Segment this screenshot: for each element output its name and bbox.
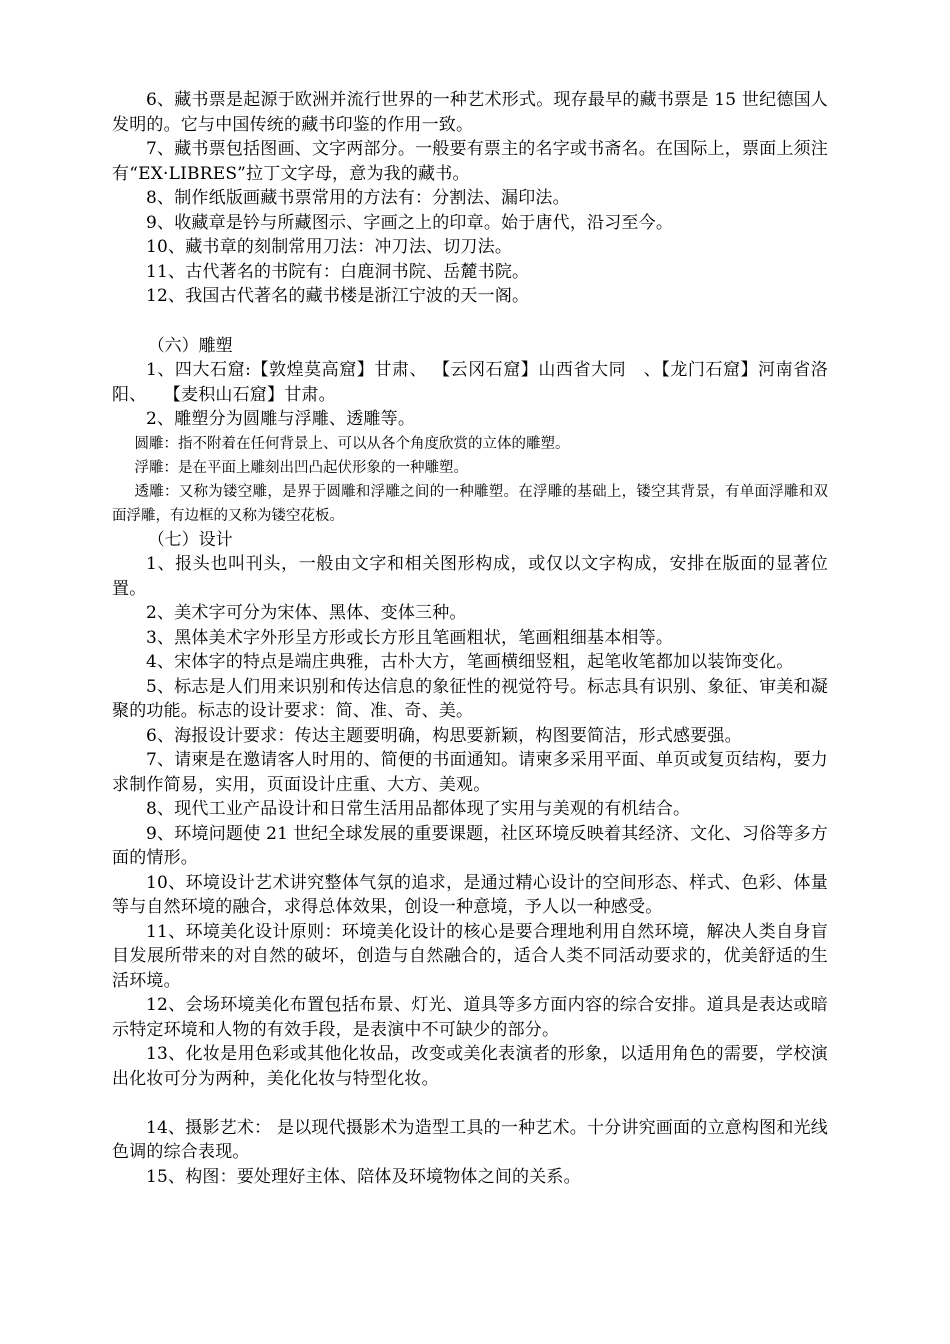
paragraph-item-10: 10、藏书章的刻制常用刀法：冲刀法、切刀法。: [146, 237, 513, 257]
paragraph-item-9: 9、收藏章是钤与所藏图示、字画之上的印章。始于唐代，沿习至今。: [146, 212, 674, 233]
design-section: [112, 528, 828, 1092]
paragraph-item-7: 7、藏书票包括图画、文字两部分。一般要有票主的名字或书斋名。在国际上，票面上须注有“EX·LIBRES”拉丁文字母，意为我的藏书。: [112, 139, 828, 184]
sculpture-item-1: 1、四大石窟:【敦煌莫高窟】甘肃、 【云冈石窟】山西省大同 、【龙门石窟】河南省洛阳、 【麦积山石窟】甘肃。: [112, 360, 828, 405]
design-item-9: 9、环境问题使 21 世纪全球发展的重要课题，社区环境反映着其经济、文化、习俗等多方面的情形。: [112, 823, 828, 868]
design-item-6: 6、海报设计要求：传达主题要明确，构思要新颖，构图要简洁，形式感要强。: [146, 725, 742, 746]
design-item-10: 10、环境设计艺术讲究整体气氛的追求，是通过精心设计的空间形态、样式、色彩、体量等与自然环境的融合，求得总体效果，创设一种意境，予人以一种感受。: [112, 872, 828, 917]
design-item-11: 11、环境美化设计原则：环境美化设计的核心是要合理地利用自然环境，解决人类自身盲目发展所带来的对自然的破坏，创造与自然融合的，适合人类不同活动要求的，优美舒适的生活环境。: [112, 921, 828, 991]
photography-section: [112, 1116, 828, 1190]
design-item-1: 1、报头也叫刊头，一般由文字和相关图形构成，或仅以文字构成，安排在版面的显著位置。: [112, 554, 828, 599]
sculpture-note-relief: 浮雕：是在平面上雕刻出凹凸起伏形象的一种雕塑。: [134, 459, 468, 476]
design-item-8: 8、现代工业产品设计和日常生活用品都体现了实用与美观的有机结合。: [146, 799, 691, 819]
design-item-5: 5、标志是人们用来识别和传达信息的象征性的视觉符号。标志具有识别、象征、审美和凝聚的功能。标志的设计要求：简、准、奇、美。: [112, 676, 828, 721]
photo-item-15: 15、构图：要处理好主体、陪体及环境物体之间的关系。: [146, 1166, 581, 1187]
sculpture-item-2: 2、雕塑分为圆雕与浮雕、透雕等。: [146, 409, 416, 429]
paragraph-item-6: 6、藏书票是起源于欧洲并流行世界的一种艺术形式。现存最早的藏书票是 15 世纪德国人发明的。它与中国传统的藏书印鉴的作用一致。: [112, 90, 828, 135]
paragraph-item-12: 12、我国古代著名的藏书楼是浙江宁波的天一阁。: [146, 286, 530, 306]
sculpture-section: [112, 334, 828, 528]
document-page: [112, 88, 828, 1189]
design-item-7: 7、请柬是在邀请客人时用的、简便的书面通知。请柬多采用平面、单页或复页结构，要力求制作简易，实用，页面设计庄重、大方、美观。: [112, 750, 828, 795]
paragraph-item-8: 8、制作纸版画藏书票常用的方法有：分割法、漏印法。: [146, 188, 570, 208]
sculpture-note-openwork: 透雕：又称为镂空雕，是界于圆雕和浮雕之间的一种雕塑。在浮雕的基础上，镂空其背景，有单面浮雕和双面浮雕，有边框的又称为镂空花板。: [112, 483, 828, 524]
sculpture-note-round: 圆雕：指不附着在任何背景上、可以从各个角度欣赏的立体的雕塑。: [134, 435, 570, 452]
bookplate-section: [112, 88, 828, 309]
section-heading-design: （七）设计: [147, 529, 233, 550]
design-item-3: 3、黑体美术字外形呈方形或长方形且笔画粗状，笔画粗细基本相等。: [146, 627, 674, 648]
section-heading-sculpture: （六）雕塑: [147, 335, 233, 356]
paragraph-item-11: 11、古代著名的书院有：白鹿洞书院、岳麓书院。: [146, 261, 530, 282]
design-item-2: 2、美术字可分为宋体、黑体、变体三种。: [146, 603, 467, 623]
spacer: [112, 309, 828, 334]
design-item-13: 13、化妆是用色彩或其他化妆品，改变或美化表演者的形象，以适用角色的需要，学校演出化妆可分为两种，美化化妆与特型化妆。: [112, 1044, 828, 1089]
photo-item-14: 14、摄影艺术： 是以现代摄影术为造型工具的一种艺术。十分讲究画面的立意构图和光线色调的综合表现。: [112, 1117, 828, 1162]
spacer: [112, 1091, 828, 1116]
design-item-4: 4、宋体字的特点是端庄典雅，古朴大方，笔画横细竖粗，起笔收笔都加以装饰变化。: [146, 652, 794, 672]
design-item-12: 12、会场环境美化布置包括布景、灯光、道具等多方面内容的综合安排。道具是表达或暗示特定环境和人物的有效手段，是表演中不可缺少的部分。: [112, 995, 828, 1040]
